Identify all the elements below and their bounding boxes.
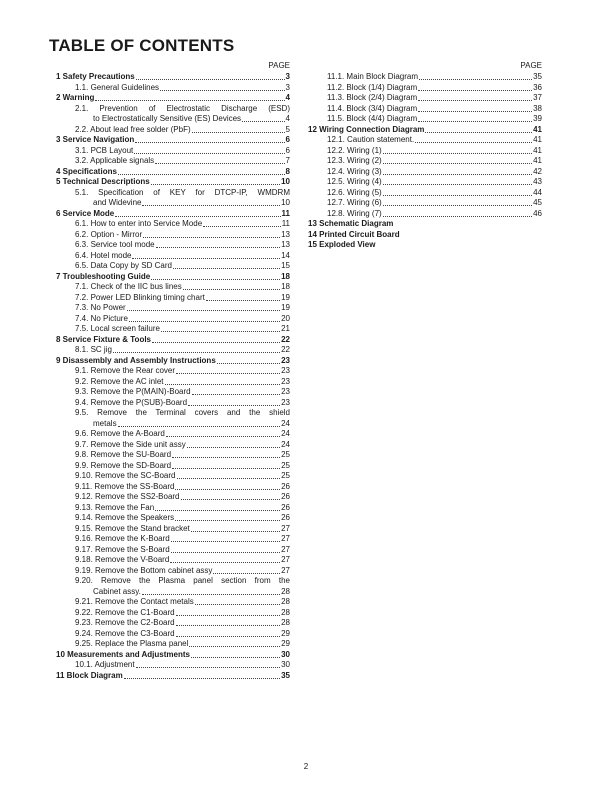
toc-section-entry[interactable] (56, 209, 290, 220)
toc-page-number: 24 (281, 418, 290, 428)
toc-subsection-entry[interactable] (56, 534, 290, 545)
toc-page-number: 27 (281, 534, 290, 543)
dot-leader (183, 289, 280, 290)
toc-page-number: 30 (281, 660, 290, 669)
toc-page-number: 23 (281, 387, 290, 396)
toc-page-number: 4 (285, 93, 290, 102)
dot-leader (175, 489, 280, 490)
toc-subsection-entry[interactable] (56, 324, 290, 335)
toc-page-number: 29 (281, 628, 290, 638)
toc-entry-label: 12.1. Caution statement. (327, 135, 415, 144)
toc-entry-label: 9.10. Remove the SC-Board (75, 471, 176, 480)
toc-page-number: 27 (281, 565, 290, 575)
toc-subsection-entry[interactable] (56, 230, 290, 241)
dot-leader (156, 247, 280, 248)
toc-page-number: 26 (281, 502, 290, 512)
toc-page-number: 28 (281, 597, 290, 606)
toc-entry-label: 6.4. Hotel mode (75, 250, 132, 260)
dot-leader (415, 142, 532, 143)
toc-entry-label: 9.5. Remove the Terminal covers and the shield (75, 408, 290, 417)
dot-leader (187, 447, 280, 448)
dot-leader (173, 268, 280, 269)
toc-page-number: 18 (281, 271, 290, 281)
dot-leader (203, 226, 281, 227)
dot-leader (171, 541, 280, 542)
toc-page-number: 26 (281, 481, 290, 491)
toc-page-number: 28 (281, 607, 290, 617)
toc-section-entry[interactable] (308, 219, 542, 230)
toc-subsection-entry[interactable] (56, 597, 290, 608)
toc-subsection-entry[interactable] (56, 261, 290, 272)
dot-leader (172, 457, 280, 458)
page-column-header: PAGE (268, 61, 290, 70)
toc-subsection-entry[interactable] (56, 513, 290, 524)
toc-entry-label: 9.21. Remove the Contact metals (75, 597, 194, 606)
toc-entry-label: 9.25. Replace the Plasma panel (75, 639, 189, 648)
toc-entry-label: 7 Troubleshooting Guide (56, 271, 151, 281)
toc-page-number: 19 (281, 292, 290, 302)
toc-subsection-entry[interactable] (56, 387, 290, 398)
toc-entry-label: 4 Specifications (56, 166, 117, 176)
dot-leader (172, 468, 280, 469)
toc-entry-label: 6.3. Service tool mode (75, 240, 155, 249)
toc-entry-label: 9 Disassembly and Assembly Instructions (56, 355, 216, 365)
toc-subsection-entry[interactable] (308, 177, 542, 188)
toc-page-number: 13 (281, 229, 290, 239)
toc-entry-label: 12.2. Wiring (1) (327, 145, 382, 155)
toc-page-number: 26 (281, 492, 290, 501)
dot-leader (383, 153, 532, 154)
toc-page-number: 46 (533, 208, 542, 218)
toc-entry-label: 9.13. Remove the Fan (75, 502, 155, 512)
dot-leader (213, 573, 280, 574)
toc-entry-label: 3.2. Applicable signals (75, 156, 155, 165)
toc-entry-label: 9.9. Remove the SD-Board (75, 460, 172, 470)
toc-subsection-entry[interactable] (308, 114, 542, 125)
toc-page-number: 41 (533, 124, 542, 134)
toc-subsection-entry[interactable] (56, 366, 290, 377)
dot-leader (151, 279, 280, 280)
toc-subsection-entry[interactable] (56, 156, 290, 167)
toc-entry-label: 7.5. Local screen failure (75, 324, 160, 333)
toc-entry-label: 8.1. SC jig (75, 345, 112, 354)
toc-page-number: 38 (533, 103, 542, 113)
toc-subsection-entry[interactable] (56, 608, 290, 619)
dot-leader (383, 205, 532, 206)
dot-leader (177, 478, 281, 479)
toc-page-number: 22 (281, 334, 290, 344)
toc-entry-label: 6.5. Data Copy by SD Card (75, 261, 172, 270)
toc-section-entry[interactable] (56, 72, 290, 83)
toc-entry-label: 7.1. Check of the IIC bus lines (75, 282, 182, 291)
dot-leader (206, 300, 280, 301)
toc-page-number: 7 (285, 156, 290, 165)
toc-section-entry[interactable] (308, 230, 542, 241)
dot-leader (383, 163, 532, 164)
toc-subsection-entry[interactable] (56, 398, 290, 409)
toc-subsection-entry[interactable] (56, 104, 290, 125)
dot-leader (170, 562, 280, 563)
page-number: 2 (303, 762, 309, 771)
toc-section-entry[interactable] (308, 240, 542, 251)
toc-subsection-entry[interactable] (56, 618, 290, 629)
toc-entry-list (56, 72, 290, 681)
toc-entry-label: 12.8. Wiring (7) (327, 208, 382, 218)
toc-entry-label: 7.2. Power LED Blinking timing chart (75, 292, 205, 302)
toc-subsection-entry[interactable] (56, 492, 290, 503)
toc-entry-label: 6 Service Mode (56, 208, 115, 218)
dot-leader (217, 363, 280, 364)
toc-page-number: 19 (281, 303, 290, 312)
toc-page-number: 23 (281, 355, 290, 365)
toc-subsection-entry[interactable] (308, 146, 542, 157)
toc-entry-label: 10.1. Adjustment (75, 660, 135, 669)
page-title: TABLE OF CONTENTS (49, 36, 235, 55)
dot-leader (171, 552, 280, 553)
toc-subsection-entry[interactable] (56, 555, 290, 566)
toc-section-entry[interactable] (56, 167, 290, 178)
dot-leader (242, 121, 284, 122)
toc-entry-label: 11.3. Block (2/4) Diagram (327, 93, 418, 102)
toc-page-number: 3 (285, 82, 290, 92)
toc-entry-label: 9.2. Remove the AC inlet (75, 376, 164, 386)
toc-subsection-entry[interactable] (56, 83, 290, 94)
toc-page-number: 24 (281, 429, 290, 438)
toc-page-number: 27 (281, 544, 290, 554)
dot-leader (425, 132, 532, 133)
dot-leader (418, 90, 532, 91)
toc-page-number: 42 (533, 166, 542, 176)
toc-page-number: 43 (533, 177, 542, 186)
toc-subsection-entry[interactable] (56, 545, 290, 556)
toc-page-number: 23 (281, 397, 290, 407)
toc-subsection-entry[interactable] (56, 471, 290, 482)
toc-page-number: 10 (281, 177, 290, 186)
toc-entry-label: 11.5. Block (4/4) Diagram (327, 114, 418, 123)
dot-leader (142, 594, 280, 595)
toc-entry-label: 9.23. Remove the C2-Board (75, 618, 175, 627)
toc-section-entry[interactable] (56, 177, 290, 188)
toc-subsection-entry[interactable] (56, 345, 290, 356)
dot-leader (175, 520, 280, 521)
toc-page-number: 5 (285, 124, 290, 134)
toc-page-number: 39 (533, 114, 542, 123)
toc-entry-label: 9.18. Remove the V-Board (75, 555, 170, 564)
toc-entry-label: 9.8. Remove the SU-Board (75, 450, 172, 459)
dot-leader (115, 216, 280, 217)
toc-entry-label: 7.3. No Power (75, 303, 126, 312)
toc-section-entry[interactable] (56, 356, 290, 367)
dot-leader (192, 394, 280, 395)
dot-leader (134, 153, 284, 154)
toc-page-number: 21 (281, 324, 290, 333)
toc-entry-label: 9.15. Remove the Stand bracket (75, 523, 190, 533)
toc-subsection-entry[interactable] (56, 524, 290, 535)
toc-page-number: 30 (281, 649, 290, 659)
dot-leader (161, 331, 280, 332)
toc-entry-label: 1 Safety Precautions (56, 72, 135, 81)
toc-subsection-entry[interactable] (56, 429, 290, 440)
toc-entry-label: 5.1. Specification of KEY for DTCP-IP, WMDRM (75, 187, 290, 197)
toc-subsection-entry[interactable] (56, 240, 290, 251)
toc-section-entry[interactable] (56, 335, 290, 346)
toc-subsection-entry[interactable] (56, 188, 290, 209)
toc-entry-label: 12.3. Wiring (2) (327, 156, 382, 165)
toc-entry-label: 12.5. Wiring (4) (327, 177, 382, 186)
toc-entry-label: 6.2. Option - Mirror (75, 229, 143, 239)
toc-entry-label: 9.4. Remove the P(SUB)-Board (75, 397, 188, 407)
toc-page-number: 14 (281, 250, 290, 260)
toc-entry-label: 12.7. Wiring (6) (327, 198, 382, 207)
toc-entry-label: 9.19. Remove the Bottom cabinet assy (75, 565, 213, 575)
toc-page-number: 28 (281, 618, 290, 627)
toc-page-number: 20 (281, 313, 290, 323)
toc-page-number: 27 (281, 523, 290, 533)
dot-leader (95, 100, 284, 101)
toc-page-number: 26 (281, 513, 290, 522)
dot-leader (181, 499, 281, 500)
toc-subsection-entry[interactable] (308, 72, 542, 83)
dot-leader (383, 195, 532, 196)
toc-entry-label: 12.6. Wiring (5) (327, 187, 382, 197)
dot-leader (113, 352, 280, 353)
toc-subsection-entry[interactable] (56, 639, 290, 650)
toc-page-number: 45 (533, 198, 542, 207)
toc-page-number: 25 (281, 471, 290, 480)
toc-page-number: 10 (281, 198, 290, 207)
toc-entry-label: 8 Service Fixture & Tools (56, 334, 151, 344)
toc-page-number: 24 (281, 439, 290, 449)
toc-page-number: 25 (281, 450, 290, 459)
toc-page-number: 28 (281, 586, 290, 596)
toc-entry-label: 9.7. Remove the Side unit assy (75, 439, 186, 449)
toc-entry-label: 7.4. No Picture (75, 313, 128, 323)
toc-entry-label: 15 Exploded View (308, 240, 376, 249)
toc-entry-label: 9.20. Remove the Plasma panel section from the (75, 576, 290, 585)
toc-entry-label: 1.1. General Guidelines (75, 82, 160, 92)
dot-leader (118, 174, 285, 175)
dot-leader (142, 205, 280, 206)
toc-entry-label: 9.1. Remove the Rear cover (75, 366, 176, 375)
dot-leader (143, 237, 280, 238)
toc-entry-label-continued: to Electrostatically Sensitive (ES) Devices (93, 114, 242, 123)
toc-entry-label: 11.2. Block (1/4) Diagram (327, 82, 418, 92)
toc-page-number: 8 (285, 166, 290, 176)
toc-page-number: 3 (285, 72, 290, 81)
dot-leader (419, 79, 532, 80)
toc-entry-label: 13 Schematic Diagram (308, 219, 394, 228)
toc-page-number: 22 (281, 345, 290, 354)
toc-entry-label: 12 Wiring Connection Diagram (308, 124, 425, 134)
dot-leader (132, 258, 280, 259)
toc-section-entry[interactable] (308, 125, 542, 136)
toc-entry-list (308, 72, 542, 251)
toc-page-number: 6 (285, 135, 290, 144)
toc-entry-label: 9.3. Remove the P(MAIN)-Board (75, 387, 191, 396)
dot-leader (152, 342, 280, 343)
toc-entry-label: 9.17. Remove the S-Board (75, 544, 170, 554)
toc-entry-label: 2.1. Prevention of Electrostatic Discharge (ESD) (75, 103, 290, 113)
toc-section-entry[interactable] (56, 671, 290, 682)
toc-left-column (56, 60, 290, 681)
toc-entry-label: 2 Warning (56, 93, 95, 102)
dot-leader (383, 174, 532, 175)
toc-page-number: 13 (281, 240, 290, 249)
toc-entry-label: 14 Printed Circuit Board (308, 229, 400, 239)
toc-section-entry[interactable] (56, 93, 290, 104)
toc-entry-label: 11.1. Main Block Diagram (327, 72, 418, 81)
toc-page-number: 23 (281, 376, 290, 386)
dot-leader (124, 678, 280, 679)
toc-page-number: 15 (281, 261, 290, 270)
toc-page-number: 44 (533, 187, 542, 197)
dot-leader (191, 657, 280, 658)
dot-leader (118, 426, 281, 427)
dot-leader (136, 667, 281, 668)
dot-leader (155, 510, 280, 511)
toc-entry-label: 3.1. PCB Layout (75, 145, 134, 155)
toc-page-number: 37 (533, 93, 542, 102)
toc-subsection-entry[interactable] (56, 251, 290, 262)
toc-page-number: 41 (533, 156, 542, 165)
toc-subsection-entry[interactable] (308, 167, 542, 178)
toc-entry-label: 10 Measurements and Adjustments (56, 649, 190, 659)
toc-subsection-entry[interactable] (308, 104, 542, 115)
toc-subsection-entry[interactable] (308, 188, 542, 199)
toc-page-number: 6 (285, 145, 290, 155)
dot-leader (136, 79, 285, 80)
toc-entry-label: 3 Service Navigation (56, 135, 135, 144)
toc-page-number: 11 (281, 208, 290, 218)
dot-leader (418, 111, 532, 112)
toc-page-number: 27 (281, 555, 290, 564)
toc-subsection-entry[interactable] (308, 93, 542, 104)
page-column-header: PAGE (520, 61, 542, 70)
dot-leader (195, 604, 280, 605)
dot-leader (383, 184, 532, 185)
toc-subsection-entry[interactable] (56, 314, 290, 325)
dot-leader (166, 436, 280, 437)
dot-leader (176, 615, 280, 616)
toc-page-number: 25 (281, 460, 290, 470)
toc-subsection-entry[interactable] (56, 293, 290, 304)
toc-entry-label: 9.22. Remove the C1-Board (75, 607, 175, 617)
toc-entry-label-continued: and Widevine (93, 198, 142, 207)
dot-leader (129, 321, 280, 322)
toc-subsection-entry[interactable] (56, 566, 290, 577)
toc-entry-label: 9.6. Remove the A-Board (75, 429, 165, 438)
toc-subsection-entry[interactable] (56, 629, 290, 640)
toc-entry-label-continued: metals (93, 418, 117, 428)
toc-subsection-entry[interactable] (56, 576, 290, 597)
toc-subsection-entry[interactable] (56, 282, 290, 293)
toc-page-number: 18 (281, 282, 290, 291)
toc-subsection-entry[interactable] (56, 408, 290, 429)
toc-entry-label: 9.11. Remove the SS-Board (75, 481, 175, 491)
dot-leader (176, 625, 280, 626)
toc-entry-label: 11.4. Block (3/4) Diagram (327, 103, 418, 113)
toc-entry-label-continued: Cabinet assy. (93, 586, 141, 596)
toc-page-number: 23 (281, 366, 290, 375)
toc-entry-label: 9.16. Remove the K-Board (75, 534, 170, 543)
toc-entry-label: 12.4. Wiring (3) (327, 166, 382, 176)
toc-entry-label: 11 Block Diagram (56, 670, 123, 680)
toc-page-number: 11 (281, 219, 290, 228)
toc-page-number: 35 (533, 72, 542, 81)
toc-page-number: 36 (533, 82, 542, 92)
toc-subsection-entry[interactable] (56, 440, 290, 451)
toc-subsection-entry[interactable] (56, 377, 290, 388)
toc-section-entry[interactable] (56, 135, 290, 146)
toc-subsection-entry[interactable] (308, 83, 542, 94)
toc-entry-label: 2.2. About lead free solder (PbF) (75, 124, 191, 134)
toc-subsection-entry[interactable] (308, 209, 542, 220)
dot-leader (191, 531, 280, 532)
toc-entry-label: 5 Technical Descriptions (56, 177, 150, 186)
toc-section-entry[interactable] (56, 272, 290, 283)
toc-subsection-entry[interactable] (56, 503, 290, 514)
dot-leader (127, 310, 280, 311)
dot-leader (165, 384, 281, 385)
toc-subsection-entry[interactable] (56, 450, 290, 461)
toc-subsection-entry[interactable] (56, 219, 290, 230)
toc-section-entry[interactable] (56, 650, 290, 661)
toc-subsection-entry[interactable] (56, 482, 290, 493)
toc-entry-label: 6.1. How to enter into Service Mode (75, 219, 203, 228)
toc-subsection-entry[interactable] (56, 303, 290, 314)
dot-leader (160, 90, 284, 91)
toc-page-number: 29 (281, 639, 290, 648)
toc-page-number: 4 (285, 114, 290, 123)
toc-page-number: 35 (281, 670, 290, 680)
toc-entry-label: 9.14. Remove the Speakers (75, 513, 175, 522)
dot-leader (189, 646, 280, 647)
dot-leader (135, 142, 284, 143)
dot-leader (188, 405, 280, 406)
toc-right-column (308, 60, 542, 251)
dot-leader (155, 163, 284, 164)
toc-subsection-entry[interactable] (56, 125, 290, 136)
toc-subsection-entry[interactable] (308, 135, 542, 146)
dot-leader (192, 132, 285, 133)
toc-subsection-entry[interactable] (56, 146, 290, 157)
toc-entry-label: 9.24. Remove the C3-Board (75, 628, 175, 638)
toc-subsection-entry[interactable] (56, 461, 290, 472)
toc-entry-label: 9.12. Remove the SS2-Board (75, 492, 180, 501)
toc-subsection-entry[interactable] (308, 156, 542, 167)
dot-leader (418, 100, 532, 101)
dot-leader (176, 636, 280, 637)
toc-subsection-entry[interactable] (56, 660, 290, 671)
toc-page-number: 41 (533, 135, 542, 144)
dot-leader (151, 184, 280, 185)
toc-page-number: 41 (533, 145, 542, 155)
toc-subsection-entry[interactable] (308, 198, 542, 209)
dot-leader (383, 216, 532, 217)
dot-leader (418, 121, 532, 122)
dot-leader (176, 373, 280, 374)
